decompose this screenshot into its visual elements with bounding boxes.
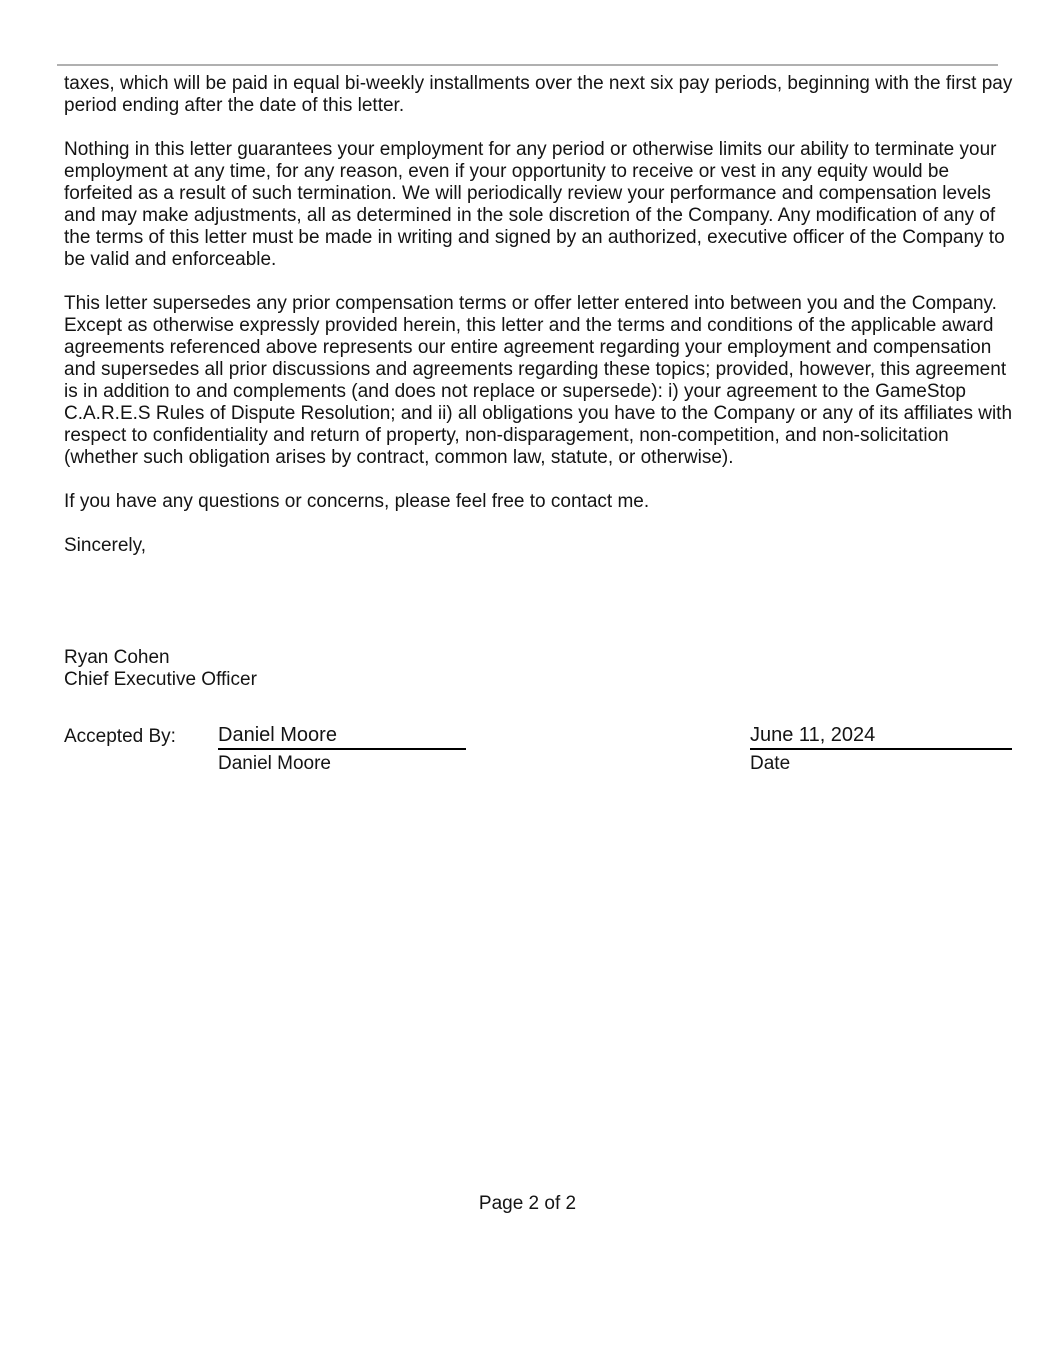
letter-paragraph-continuation: taxes, which will be paid in equal bi-weekly installments over the next six pay periods, beginning with the first pay period ending after the date of this letter. (64, 73, 1013, 116)
letter-valediction: Sincerely, (64, 535, 147, 556)
letter-paragraph-supersedes: This letter supersedes any prior compensation terms or offer letter entered into between you and the Company. Except as otherwise expressly provided herein, this letter and the terms and conditions of the applicable award agreements referenced above represents our entire agreement regarding your employment and compensation and supersedes all prior discussions and agreements regarding these topics; provided, however, this agreement is in addition to and complements (and does not replace or supersede): i) your agreement to the GameStop C.A.R.E.S Rules of Dispute Resolution; and ii) all obligations you have to the Company or any of its affiliates with respect to confidentiality and return of property, non-disparagement, non-competition, and non-solicitation (whether such obligation arises by contract, common law, statute, or otherwise). (64, 293, 1013, 468)
letter-paragraph-contact: If you have any questions or concerns, please feel free to contact me. (64, 491, 650, 512)
letter-paragraph-employment-terms: Nothing in this letter guarantees your employment for any period or otherwise limits our ability to terminate your employment at any time, for any reason, even if your opportunity to receive or vest in any equity would be forfeited as a result of such termination. We will periodically review your performance and compensation levels and may make adjustments, all as determined in the sole discretion of the Company. Any modification of any of the terms of this letter must be made in writing and signed by an authorized, executive officer of the Company to be valid and enforceable. (64, 139, 1005, 270)
letter-body (64, 0, 1014, 775)
signature-field (218, 724, 466, 775)
accepted-by-label: Accepted By: (64, 726, 176, 747)
sender-title: Chief Executive Officer (64, 669, 257, 690)
signature-value: Daniel Moore (218, 724, 466, 750)
date-field (750, 724, 1012, 775)
date-label: Date (750, 753, 791, 774)
page-number: Page 2 of 2 (478, 1193, 577, 1214)
signature-printed-name: Daniel Moore (218, 753, 331, 774)
sender-block (64, 647, 1014, 691)
sender-name: Ryan Cohen (64, 647, 170, 668)
date-value: June 11, 2024 (750, 724, 1012, 750)
acceptance-block (64, 724, 1014, 775)
